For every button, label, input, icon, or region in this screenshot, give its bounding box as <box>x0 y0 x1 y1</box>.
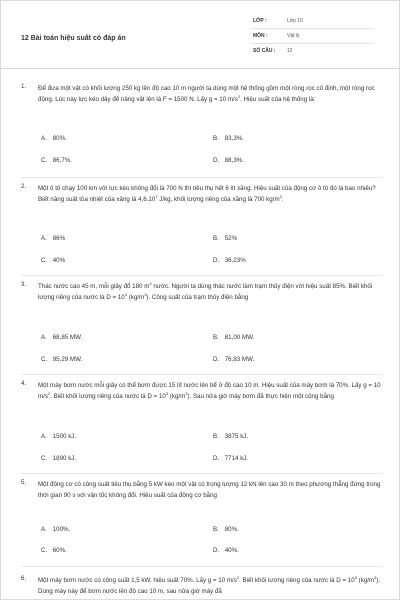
question-6 <box>21 575 383 600</box>
meta-value: Vật lý <box>287 33 300 39</box>
option-d[interactable]: D. 40%. <box>213 547 239 554</box>
document-header <box>1 1 400 69</box>
option-b[interactable]: B. 52% <box>213 235 238 242</box>
option-b[interactable]: B. 81,00 MW. <box>213 334 255 341</box>
meta-row-count <box>253 48 293 54</box>
meta-key: LỚP : <box>253 18 267 24</box>
option-b[interactable]: B. 80%. <box>213 526 239 533</box>
option-a[interactable]: A. 86% <box>41 235 66 242</box>
option-a[interactable]: A. 68,85 MW. <box>41 334 83 341</box>
question-number: 1. <box>21 83 27 90</box>
option-a[interactable]: A. 1500 kJ. <box>41 433 77 440</box>
question-4 <box>21 380 383 472</box>
question-divider <box>21 566 383 567</box>
question-divider <box>21 374 383 375</box>
question-1 <box>21 83 383 175</box>
option-c[interactable]: C. 86,7%. <box>41 157 72 164</box>
meta-row-class <box>253 18 303 24</box>
option-d[interactable]: D. 76,83 MW. <box>213 356 255 363</box>
question-text: Để đưa một vật có khối lượng 250 kg lên độ cao 10 m người ta dùng một hệ thống gồm một ròng rọc cố định, một ròng rọc động. Lúc này lực kéo dây để nâng vật lên là F = 1500 N. Lấy g = 10 $m/s^2$. Hiệu suất của hệ thống là: <box>38 85 375 103</box>
question-number: 2. <box>21 183 27 190</box>
question-number: 6. <box>21 575 27 582</box>
question-number: 4. <box>21 380 27 387</box>
question-5 <box>21 479 383 571</box>
meta-value: Lớp 10 <box>287 18 303 24</box>
option-c[interactable]: C. 40% <box>41 257 66 264</box>
option-b[interactable]: B. 83,3%. <box>213 135 244 142</box>
question-text: Một ô tô chạy 100 km với lực kéo không đổi là 700 N thì tiêu thụ hết 6 lít xăng. Hiệu suất của động cơ ô tô đó là bao nhiêu? Biết năng suất tỏa nhiệt của xăng là 4,6.10$^7$ J/kg, khối lượng riêng của xăng là 700 $kg/m^3$. <box>38 185 376 203</box>
question-number: 5. <box>21 479 27 486</box>
option-d[interactable]: D. 88,3%. <box>213 157 244 164</box>
meta-row-subject <box>253 33 300 39</box>
question-divider <box>21 473 383 474</box>
meta-value: 12 <box>287 48 293 54</box>
question-3 <box>21 281 383 373</box>
meta-key: MÔN : <box>253 33 268 39</box>
question-text: Một máy bơm nước mỗi giây có thể bơm được 15 lít nước lên bể ở độ cao 10 m. Hiệu suất của máy bơm là 70%. Lấy g = 10 $m/s^2$. Biết khối lượng riêng của nước là $D = 10^3$ $(kg/m^3)$. Sau nửa giờ máy bơm đã thực hiện một công bằng <box>38 382 381 400</box>
option-c[interactable]: C. 1890 kJ. <box>41 455 77 462</box>
option-d[interactable]: D. 7714 kJ. <box>213 455 249 462</box>
question-2 <box>21 183 383 275</box>
question-divider <box>21 177 383 178</box>
divider <box>253 28 373 29</box>
meta-key: SỐ CÂU : <box>253 48 276 54</box>
question-text: Một máy bơm nước có công suất 1,5 kW, hiệu suất 70%. Lấy g = 10 $m/s^2$. Biết khối lượng riêng của nước là $D = 10^3$ $(kg/m^3)$. Dùng máy này để bơm nước lên độ cao 10 m, sau nửa giờ máy đã <box>38 575 381 595</box>
option-d[interactable]: D. 36,23% <box>213 257 246 264</box>
question-number: 3. <box>21 281 27 288</box>
option-a[interactable]: A. 80%. <box>41 135 67 142</box>
document-title: 12 Bài toán hiệu suất có đáp án <box>21 35 126 42</box>
divider <box>253 43 373 44</box>
option-c[interactable]: C. 60%. <box>41 547 67 554</box>
question-text: Thác nước cao 45 m, mỗi giây đổ 180 $m^3$ nước. Người ta dùng thác nước làm trạm thủy điện với hiệu suất 85%. Biết khối lượng riêng của nước là $D = 10^3$ $(kg/m^3)$. Công suất của trạm thủy điện bằng <box>38 280 373 301</box>
option-c[interactable]: C. 95,29 MW. <box>41 356 83 363</box>
option-b[interactable]: B. 3875 kJ. <box>213 433 249 440</box>
question-text: Một động cơ có công suất tiêu thụ bằng 5 kW kéo một vật có trọng lượng 12 kN lên cao 30 m theo phương thẳng đứng trong thời gian 90 s với vận tốc không đổi. Hiệu suất của động cơ bằng <box>38 481 381 499</box>
option-a[interactable]: A. 100%. <box>41 526 71 533</box>
question-divider <box>21 275 383 276</box>
